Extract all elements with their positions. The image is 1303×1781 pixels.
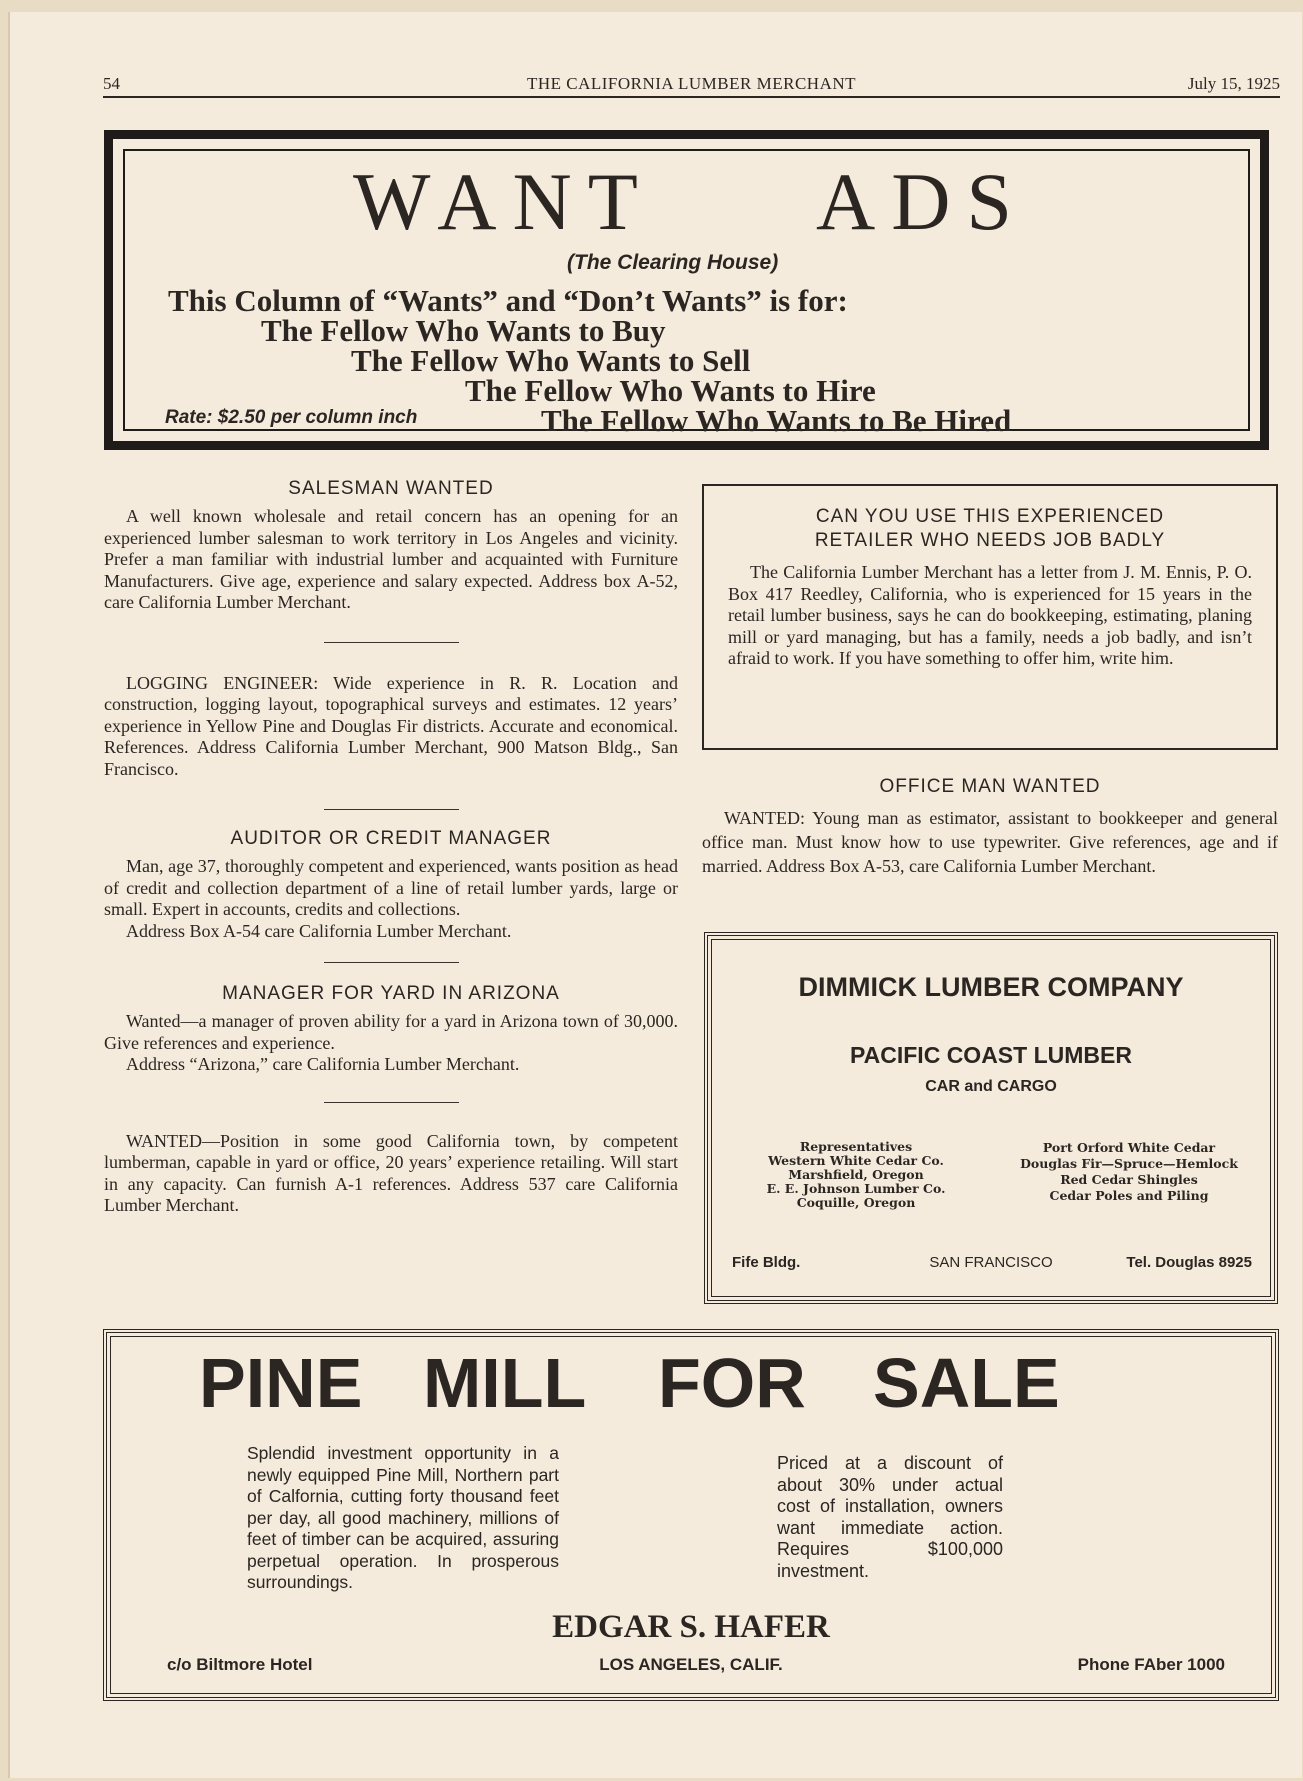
pine-mill-inner-frame (110, 1336, 1272, 1694)
fellow-hire: The Fellow Who Wants to Hire (465, 373, 876, 408)
fellow-sell: The Fellow Who Wants to Sell (351, 343, 751, 378)
running-header (103, 74, 1280, 98)
dimmick-lumber-ad (704, 932, 1278, 1304)
arizona-heading: MANAGER FOR YARD IN ARIZONA (222, 983, 560, 1004)
left-column (104, 478, 678, 1217)
reps-line: Coquille, Oregon (796, 1195, 916, 1210)
pine-mill-title-word: SALE (873, 1344, 1060, 1422)
dimmick-representatives (748, 1140, 964, 1210)
product-line: Red Cedar Shingles (1060, 1172, 1198, 1187)
reps-line: Marshfield, Oregon (788, 1167, 924, 1182)
pine-mill-ad (103, 1329, 1279, 1701)
arizona-body: Wanted—a manager of proven ability for a yard in Arizona town of 30,000. Give references and experience. (104, 1011, 678, 1053)
column-description: This Column of “Wants” and “Don’t Wants” is for: (168, 283, 848, 318)
experienced-heading-line2: RETAILER WHO NEEDS JOB BADLY (814, 530, 1166, 551)
auditor-heading: AUDITOR OR CREDIT MANAGER (230, 828, 552, 849)
salesman-body: A well known wholesale and retail concern has an opening for an experienced lumber salesman to work territory in Los Angeles and vicinity. Prefer a man familiar with industrial lumber and acquainted with Furniture Manufacturers. Give age, experience and salary expected. Address box A-52, care California Lumber Merchant. (104, 506, 678, 612)
dimmick-phone: Tel. Douglas 8925 (1126, 1254, 1252, 1271)
experienced-body: The California Lumber Merchant has a letter from J. M. Ennis, P. O. Box 417 Reedley, California, who is experienced for 15 years in the retail lumber business, says he can do bookkeeping, estimating, planing mill or yard managing, but has a family, needs a job badly, and isn’t afraid to work. If you have something to offer him, write him. (728, 562, 1252, 668)
contact-phone: Phone FAber 1000 (1077, 1655, 1225, 1674)
logging-body: LOGGING ENGINEER: Wide experience in R. R. Location and construction, logging layout, topographical surveys and estimates. 12 years’ experience in Yellow Pine and Douglas Fir districts. Accurate and economical. References. Address California Lumber Merchant, 900 Matson Bldg., San Francisco. (104, 672, 678, 779)
page-number: 54 (103, 74, 120, 93)
product-line: Douglas Fir—Spruce—Hemlock (1020, 1156, 1238, 1171)
pine-mill-title-word: PINE (199, 1344, 363, 1422)
experienced-retailer-box (702, 484, 1278, 750)
office-heading: OFFICE MAN WANTED (879, 776, 1101, 797)
dimmick-company-name: DIMMICK LUMBER COMPANY (798, 972, 1184, 1002)
fellow-buy: The Fellow Who Wants to Buy (261, 313, 666, 348)
position-body: WANTED—Position in some good California town, by competent lumberman, capable in yard or office, 20 years’ experience retailing. Will start in any capacity. Can furnish A-1 references. Address 537 care California Lumber Merchant. (104, 1130, 678, 1215)
salesman-heading: SALESMAN WANTED (288, 478, 494, 499)
pine-mill-title-word: MILL (423, 1344, 587, 1422)
publication-title: THE CALIFORNIA LUMBER MERCHANT (526, 74, 857, 93)
auditor-address: Address Box A-54 care California Lumber Merchant. (126, 920, 512, 941)
experienced-heading-line1: CAN YOU USE THIS EXPERIENCED (815, 506, 1165, 527)
want-title: WANT (353, 156, 654, 247)
reps-line: Western White Cedar Co. (768, 1153, 944, 1168)
divider (324, 1102, 459, 1103)
dimmick-tagline: PACIFIC COAST LUMBER (850, 1042, 1132, 1068)
divider (324, 962, 459, 963)
rate-text: Rate: $2.50 per column inch (165, 407, 418, 428)
pine-mill-title-word: FOR (658, 1344, 806, 1422)
office-body: WANTED: Young man as estimator, assistant to bookkeeper and general office man. Must know how to use typewriter. Give references, age and if married. Address Box A-53, care California Lumber Merchant. (702, 808, 1278, 876)
arizona-address: Address “Arizona,” care California Lumber Merchant. (126, 1054, 520, 1074)
pine-mill-left-body: Splendid investment opportunity in a newly equipped Pine Mill, Northern part of Calfornia, cutting forty thousand feet per day, all good machinery, millions of feet of timber can be acquired, assuring perpetual operation. In prosperous surroundings. (247, 1443, 559, 1592)
contact-name: EDGAR S. HAFER (552, 1609, 830, 1645)
product-line: Port Orford White Cedar (1042, 1140, 1216, 1155)
dimmick-inner-frame (711, 939, 1271, 1297)
dimmick-products (994, 1140, 1264, 1204)
want-ads-inner-frame (123, 149, 1250, 438)
divider (324, 809, 459, 810)
fellow-be-hired: The Fellow Who Wants to Be Hired (541, 403, 1012, 438)
reps-title: Representatives (799, 1139, 913, 1154)
contact-city: LOS ANGELES, CALIF. (599, 1655, 783, 1674)
reps-line: E. E. Johnson Lumber Co. (766, 1181, 946, 1196)
product-line: Cedar Poles and Piling (1049, 1188, 1209, 1203)
dimmick-address: Fife Bldg. (732, 1254, 801, 1271)
contact-hotel: c/o Biltmore Hotel (167, 1655, 313, 1674)
dimmick-city: SAN FRANCISCO (929, 1254, 1053, 1271)
divider (324, 642, 459, 643)
ads-title: ADS (816, 156, 1029, 247)
issue-date: July 15, 1925 (1187, 74, 1280, 93)
dimmick-car-cargo: CAR and CARGO (925, 1078, 1057, 1095)
pine-mill-right-body: Priced at a discount of about 30% under actual cost of installation, owners want immediate action. Requires $100,000 investment. (777, 1453, 1003, 1581)
auditor-body: Man, age 37, thoroughly competent and experienced, wants position as head of credit and collection department of a line of retail lumber yards, large or small. Expert in accounts, credits and collections. (104, 856, 678, 919)
want-ads-header-box (104, 130, 1269, 450)
office-man-ad (702, 776, 1278, 878)
clearing-house-subtitle: (The Clearing House) (567, 251, 779, 274)
